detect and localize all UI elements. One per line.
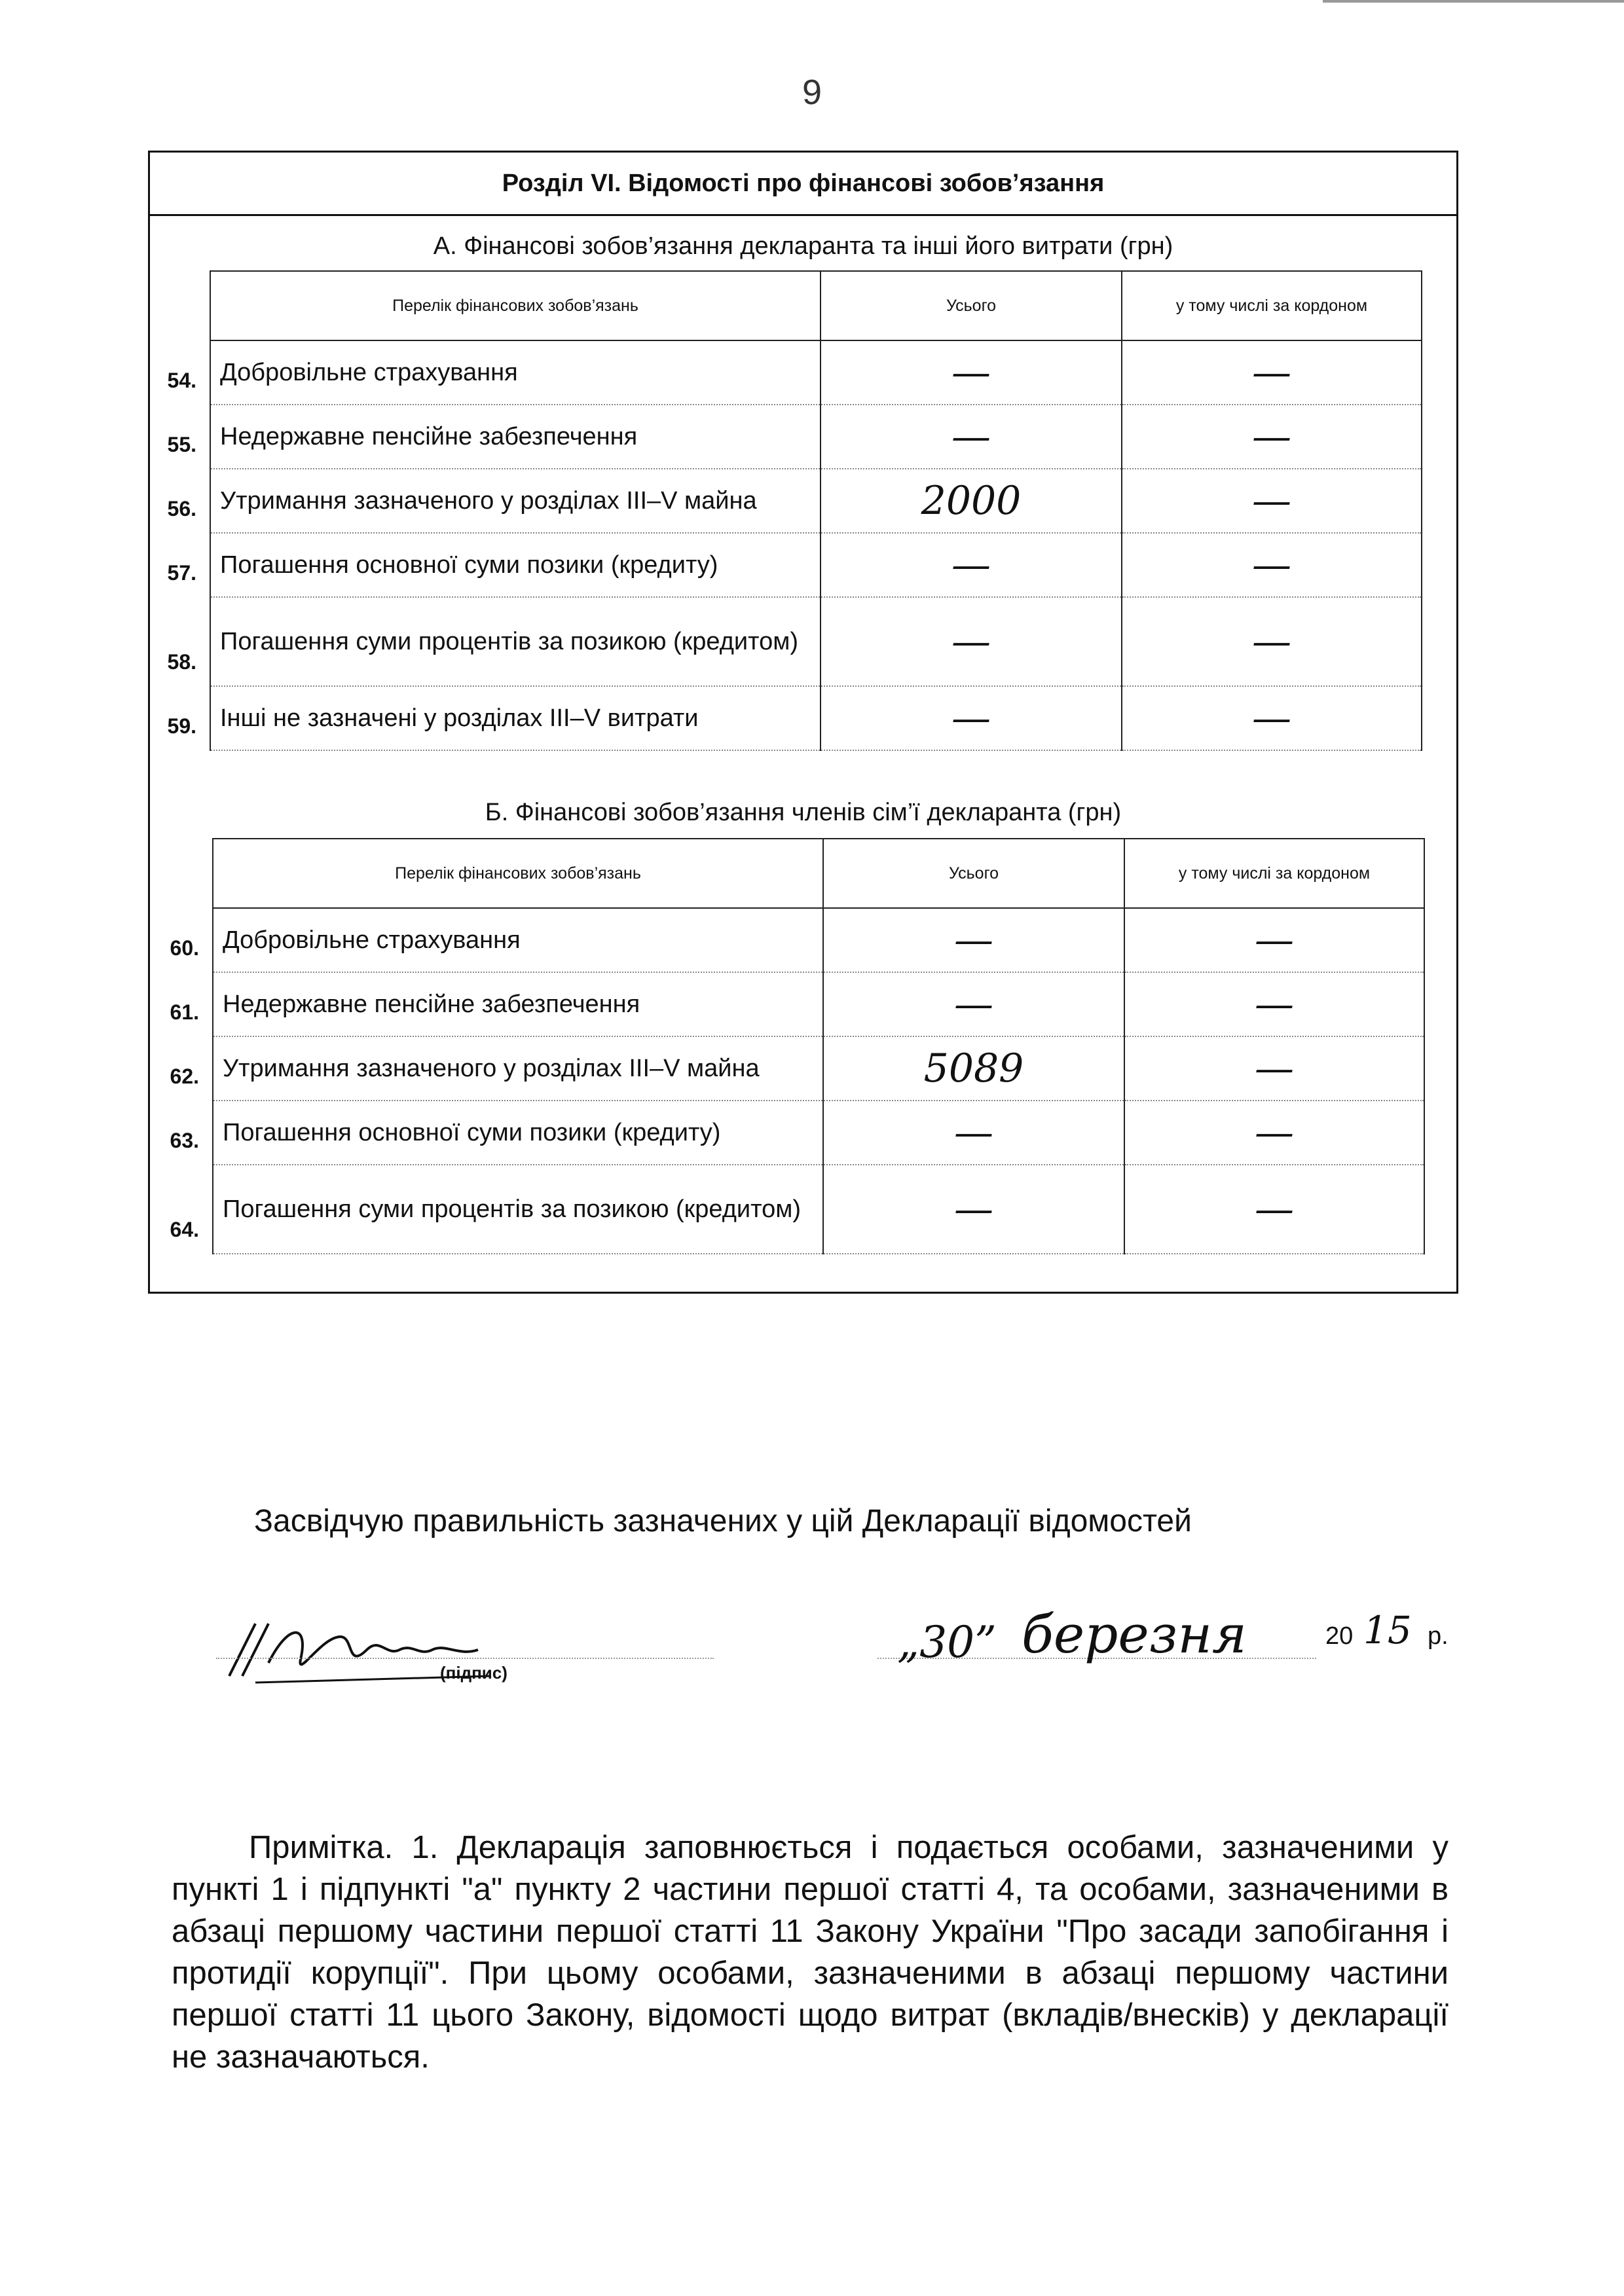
row-number: 63. — [170, 1129, 199, 1152]
row-total: — — [823, 1165, 1124, 1254]
section-title: Розділ VI. Відомості про фінансові зобов’язання — [148, 151, 1458, 216]
header-total: Усього — [821, 271, 1122, 340]
row-label: Добровільне страхування — [210, 340, 821, 405]
row-number: 61. — [170, 1000, 199, 1024]
table-row — [213, 972, 1424, 1036]
header-total: Усього — [823, 839, 1124, 908]
table-row — [210, 405, 1422, 469]
row-label: Недержавне пенсійне забезпечення — [210, 405, 821, 469]
table-row — [210, 597, 1422, 686]
table-row — [213, 1101, 1424, 1165]
part-a-title: А. Фінансові зобов’язання декларанта та інші його витрати (грн) — [433, 232, 1173, 260]
part-b-title: Б. Фінансові зобов’язання членів сім’ї декларанта (грн) — [485, 799, 1122, 826]
footnote: Примітка. 1. Декларація заповнюється і подається особами, зазначеними у пункті 1 і підпункті "а" пункту 2 частини першої статті 4, та особами, зазначеними в абзаці першому частини першої статті 11 Закону України "Про засади запобігання і протидії корупції". При цьому особами, зазначеними в абзаці першому частини першої статті 11 цього Закону, відомості щодо витрат (вкладів/внесків) у декларації не зазначаються. — [172, 1830, 1449, 2075]
row-total: — — [823, 972, 1124, 1036]
date-month: березня — [1022, 1604, 1247, 1665]
table-row — [213, 1165, 1424, 1254]
table-row — [213, 908, 1424, 972]
row-number: 54. — [167, 369, 196, 392]
row-number: 59. — [167, 714, 196, 738]
year-prefix: 20 — [1325, 1622, 1354, 1650]
row-abroad: — — [1124, 1101, 1424, 1165]
row-number: 62. — [170, 1065, 199, 1088]
table-row — [210, 340, 1422, 405]
row-number: 56. — [167, 497, 196, 520]
row-label: Погашення основної суми позики (кредиту) — [213, 1101, 823, 1165]
table-row — [210, 686, 1422, 750]
row-total: 5089 — [823, 1036, 1124, 1101]
header-list: Перелік фінансових зобов’язань — [210, 271, 821, 340]
row-label: Утримання зазначеного у розділах III–V майна — [210, 469, 821, 533]
signature-caption: (підпис) — [440, 1663, 507, 1683]
row-abroad: — — [1122, 405, 1422, 469]
table-row — [210, 469, 1422, 533]
row-abroad: — — [1122, 533, 1422, 597]
row-abroad: — — [1124, 1165, 1424, 1254]
row-total: — — [821, 686, 1122, 750]
row-number: 64. — [170, 1218, 199, 1241]
row-abroad: — — [1124, 908, 1424, 972]
row-total: — — [821, 340, 1122, 405]
row-total: — — [821, 405, 1122, 469]
row-number: 58. — [167, 650, 196, 674]
row-label: Добровільне страхування — [213, 908, 823, 972]
year-handwritten: 15 — [1363, 1608, 1412, 1652]
row-label: Інші не зазначені у розділах III–V витрати — [210, 686, 821, 750]
row-abroad: — — [1124, 972, 1424, 1036]
row-total: — — [823, 1101, 1124, 1165]
row-label: Погашення суми процентів за позикою (кредитом) — [210, 597, 821, 686]
row-abroad: — — [1124, 1036, 1424, 1101]
scan-edge-line — [1323, 0, 1624, 3]
row-label: Погашення суми процентів за позикою (кредитом) — [213, 1165, 823, 1254]
row-abroad: — — [1122, 340, 1422, 405]
year-suffix: р. — [1428, 1622, 1449, 1650]
row-number: 55. — [167, 433, 196, 456]
row-label: Недержавне пенсійне забезпечення — [213, 972, 823, 1036]
table-row — [213, 1036, 1424, 1101]
row-number: 60. — [170, 936, 199, 960]
row-total: — — [823, 908, 1124, 972]
row-abroad: — — [1122, 686, 1422, 750]
part-a-table — [210, 270, 1422, 751]
row-total: — — [821, 533, 1122, 597]
header-abroad: у тому числі за кордоном — [1124, 839, 1424, 908]
page-number: 9 — [802, 73, 822, 112]
signature-line — [216, 1658, 714, 1659]
row-abroad: — — [1122, 597, 1422, 686]
row-total: 2000 — [821, 469, 1122, 533]
row-label: Погашення основної суми позики (кредиту) — [210, 533, 821, 597]
part-b-table — [212, 838, 1425, 1254]
certification-text: Засвідчую правильність зазначених у цій Декларації відомостей — [254, 1504, 1192, 1539]
header-abroad: у тому числі за кордоном — [1122, 271, 1422, 340]
row-number: 57. — [167, 561, 196, 585]
row-total: — — [821, 597, 1122, 686]
row-label: Утримання зазначеного у розділах III–V майна — [213, 1036, 823, 1101]
table-row — [210, 533, 1422, 597]
row-abroad: — — [1122, 469, 1422, 533]
date-day: „30” — [897, 1617, 997, 1667]
header-list: Перелік фінансових зобов’язань — [213, 839, 823, 908]
